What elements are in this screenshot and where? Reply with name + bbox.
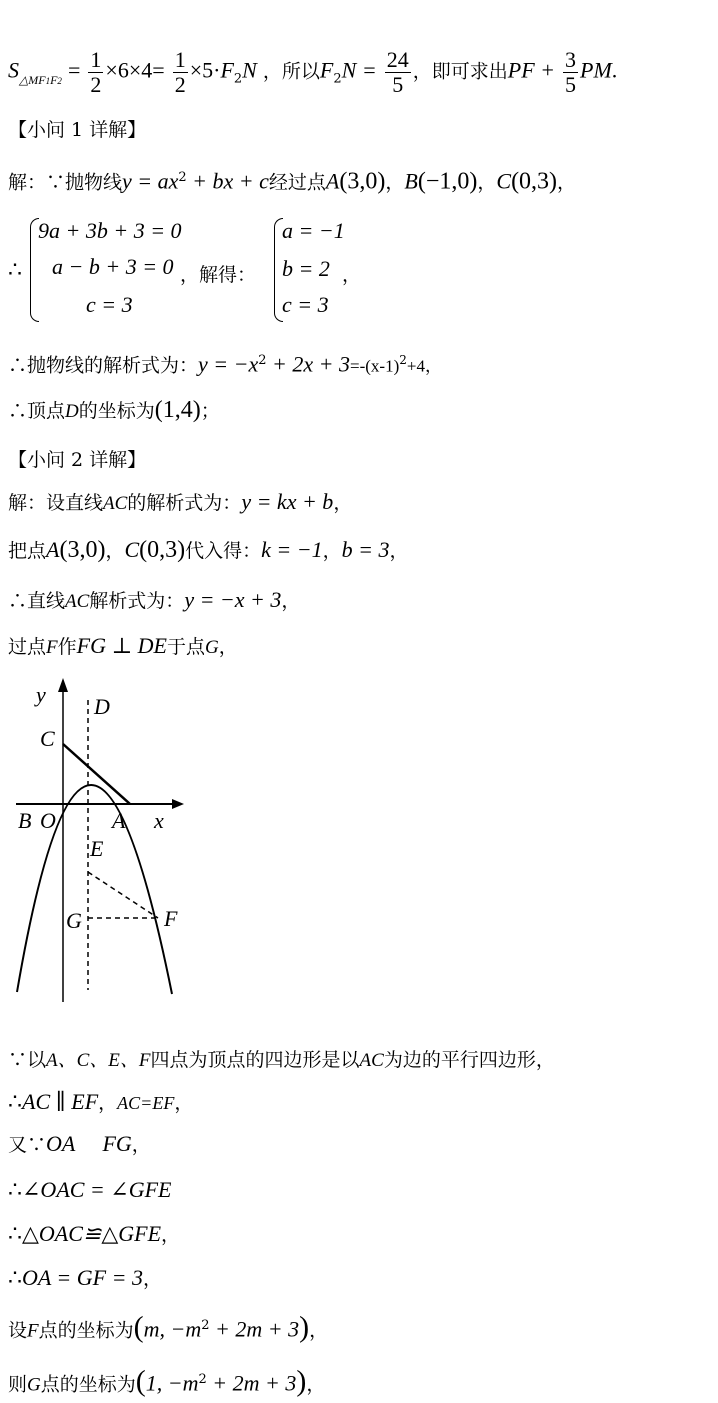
system-eq-1: 9a + 3b + 3 = 0 xyxy=(38,218,182,243)
end: ， xyxy=(174,1092,194,1114)
q2-line7 xyxy=(8,1132,151,1157)
q2-line2 xyxy=(8,538,409,563)
sep: ， xyxy=(105,540,125,562)
q2-line8 xyxy=(8,1178,171,1203)
q1-line3 xyxy=(8,348,442,378)
sup: 2 xyxy=(201,1318,210,1333)
end: ， xyxy=(306,1373,326,1396)
mid: 代入得： xyxy=(185,540,262,562)
f2n-subscript-2: 2 xyxy=(333,71,342,87)
sup: 2 xyxy=(258,353,267,368)
q2-line6 xyxy=(8,1090,193,1115)
perpendicular-eq: FG ⊥ DE xyxy=(76,633,167,658)
pm-term: PM xyxy=(580,57,612,83)
point-a-coord: (3,0) xyxy=(59,537,106,563)
product-1: ×6×4= xyxy=(105,57,165,83)
text-so: ，所以 xyxy=(262,60,320,83)
end: ， xyxy=(309,1319,329,1342)
oa-fg: OA FG xyxy=(46,1131,132,1156)
vertex-form-2: +4， xyxy=(406,356,442,376)
sep: ， xyxy=(98,1092,118,1114)
f2n-n-2: N = xyxy=(341,57,377,83)
q1-l3-prefix: ∴抛物线的解析式为： xyxy=(8,354,199,377)
f2n-n: N xyxy=(242,57,257,83)
fraction-3-5: $\frac{3}{5}$ xyxy=(565,47,577,97)
solution-a: a = −1 xyxy=(282,218,345,243)
parabola-sup: 2 xyxy=(178,170,187,185)
q2-line11 xyxy=(8,1310,329,1344)
end: ， xyxy=(557,171,577,194)
point-f: F xyxy=(46,637,58,658)
fraction-half-2: $\frac{1}{2}$ xyxy=(174,47,186,97)
end: ， xyxy=(161,1224,181,1246)
q1-l4-mid: 的坐标为 xyxy=(78,400,155,422)
system-eq-3: c = 3 xyxy=(86,292,133,317)
prefix: 把点 xyxy=(8,540,47,562)
q2-line12 xyxy=(8,1364,326,1398)
sep: ， xyxy=(477,171,497,194)
coord-eq: m, −m xyxy=(143,1316,202,1342)
line-ac: AC xyxy=(359,1050,384,1071)
q1-line1 xyxy=(8,166,576,194)
point-a: A xyxy=(46,537,60,562)
point-c: C xyxy=(124,537,140,562)
point-b: B xyxy=(404,168,418,194)
q2-line10 xyxy=(8,1266,162,1291)
q2-title: 【小问 2 详解】 xyxy=(8,449,147,471)
area-symbol: S xyxy=(8,57,19,83)
point-g: G xyxy=(205,637,219,658)
mid: 解析式为： xyxy=(89,590,185,612)
label-o: O xyxy=(40,808,56,833)
prefix: ∴ xyxy=(8,1221,22,1246)
vertex-form: =-(x-1) xyxy=(350,356,400,376)
line-eq: y = −x + 3 xyxy=(184,587,282,612)
area-subscript: △MF1F2 xyxy=(19,72,62,87)
q2-line1 xyxy=(8,490,352,516)
mid: 点的坐标为 xyxy=(38,1319,134,1342)
prefix: 则 xyxy=(8,1373,28,1396)
b-value: b = 3 xyxy=(341,537,390,562)
paren-close: ) xyxy=(296,1364,307,1398)
end: ； xyxy=(200,400,220,422)
point-c: C xyxy=(496,168,512,194)
label-x: x xyxy=(154,808,164,833)
label-c: C xyxy=(40,726,55,751)
point-f: F xyxy=(27,1320,39,1342)
parabola-eq-2: + bx + c xyxy=(186,168,269,194)
label-e: E xyxy=(90,836,104,861)
system-end: ， xyxy=(342,264,362,286)
length-eq: OA = GF = 3 xyxy=(22,1265,143,1290)
point-c-coord: (0,3) xyxy=(139,537,186,563)
label-g: G xyxy=(66,908,82,933)
product-2: ×5· xyxy=(189,57,221,83)
prefix: 过点 xyxy=(8,636,47,658)
parabola-figure xyxy=(8,672,208,1012)
y-axis-arrow xyxy=(58,678,68,692)
prefix: 设 xyxy=(8,1319,28,1342)
mid: 点的坐标为 xyxy=(40,1373,136,1396)
points: A、C、E、F xyxy=(46,1050,151,1071)
equal-eq: AC=EF xyxy=(117,1093,175,1113)
q2-line4 xyxy=(8,634,238,660)
text-then: ，即可求出 xyxy=(412,60,508,83)
coord-eq-2: + 2m + 3 xyxy=(206,1370,297,1396)
congruence-eq: △OAC≌△GFE xyxy=(22,1221,162,1246)
q2-line3 xyxy=(8,588,300,614)
end: ， xyxy=(142,1268,162,1290)
fraction-24-5: $\frac{24}{5}$ xyxy=(386,47,409,97)
label-b: B xyxy=(18,808,32,833)
label-d: D xyxy=(94,694,110,719)
q1-l1-prefix: 解：∵抛物线 xyxy=(8,171,123,194)
paren-close: ) xyxy=(299,1310,310,1344)
sep: ， xyxy=(322,540,342,562)
segment-ef xyxy=(88,872,158,918)
q1-title: 【小问 1 详解】 xyxy=(8,119,147,141)
f2n-term-2: F xyxy=(319,57,334,83)
x-axis-arrow xyxy=(172,799,184,809)
prefix: ∴ xyxy=(8,1177,22,1202)
point-g: G xyxy=(27,1374,41,1396)
line-ac: AC xyxy=(103,493,128,514)
mid: 四点为顶点的四边形是以 xyxy=(150,1049,360,1071)
end: ， xyxy=(281,590,301,612)
end: ， xyxy=(333,492,353,514)
line-eq: y = kx + b xyxy=(241,489,334,514)
parabola-analytic: y = −x xyxy=(198,351,259,377)
fraction-half: $\frac{1}{2}$ xyxy=(90,47,102,97)
mid: 的解析式为： xyxy=(127,492,242,514)
end: ， xyxy=(218,636,238,658)
q1-l1-mid: 经过点 xyxy=(268,171,326,194)
solution-c: c = 3 xyxy=(282,292,329,317)
label-y: y xyxy=(36,682,46,707)
k-value: k = −1 xyxy=(261,537,323,562)
paren-open: ( xyxy=(133,1310,144,1344)
coord-eq-2: + 2m + 3 xyxy=(209,1316,300,1342)
solve-text: ，解得： xyxy=(180,264,257,286)
parabola-eq: y = ax xyxy=(122,168,179,194)
q1-line4 xyxy=(8,398,220,424)
therefore-symbol: ∴ xyxy=(8,258,22,283)
parabola-analytic-2: + 2x + 3 xyxy=(266,351,350,377)
line-ac: AC xyxy=(65,591,90,612)
mid: 作 xyxy=(57,636,77,658)
mid2: 于点 xyxy=(166,636,205,658)
sep: ， xyxy=(385,171,405,194)
f2n-term: F xyxy=(220,57,234,83)
solution-b: b = 2 xyxy=(282,256,330,281)
sup: 2 xyxy=(198,1372,207,1387)
prefix: ∵以 xyxy=(8,1049,47,1071)
equals-sign: = xyxy=(67,57,81,83)
angle-eq: ∠OAC = ∠GFE xyxy=(22,1177,172,1202)
parallel-eq: AC ∥ EF xyxy=(22,1089,99,1114)
paren-open: ( xyxy=(135,1364,146,1398)
q2-line9 xyxy=(8,1222,180,1247)
pf-term: PF + xyxy=(507,57,555,83)
prefix: ∴ xyxy=(8,1265,22,1290)
end: 为边的平行四边形， xyxy=(383,1049,555,1071)
end: ， xyxy=(131,1134,151,1156)
f2n-subscript: 2 xyxy=(233,71,243,87)
system-eq-2: a − b + 3 = 0 xyxy=(52,254,174,279)
point-d: D xyxy=(65,401,79,422)
label-f: F xyxy=(164,906,178,931)
end: ， xyxy=(389,540,409,562)
point-c-coord: (0,3) xyxy=(511,168,558,195)
point-a-coord: (3,0) xyxy=(339,168,386,195)
q1-l4-prefix: ∴顶点 xyxy=(8,400,66,422)
prefix: 解：设直线 xyxy=(8,492,104,514)
segment-ac xyxy=(63,744,130,804)
coord-eq: 1, −m xyxy=(145,1370,199,1396)
sup: 2 xyxy=(399,353,407,367)
point-a: A xyxy=(325,168,340,194)
prefix: ∴直线 xyxy=(8,590,66,612)
point-b-coord: (−1,0) xyxy=(417,168,478,195)
prefix: ∴ xyxy=(8,1089,22,1114)
q2-line5 xyxy=(8,1048,555,1073)
prefix: 又∵ xyxy=(8,1134,47,1156)
vertex-coord: (1,4) xyxy=(154,397,201,423)
label-a: A xyxy=(112,808,126,833)
period: . xyxy=(611,57,618,83)
line-area-formula xyxy=(8,48,617,97)
